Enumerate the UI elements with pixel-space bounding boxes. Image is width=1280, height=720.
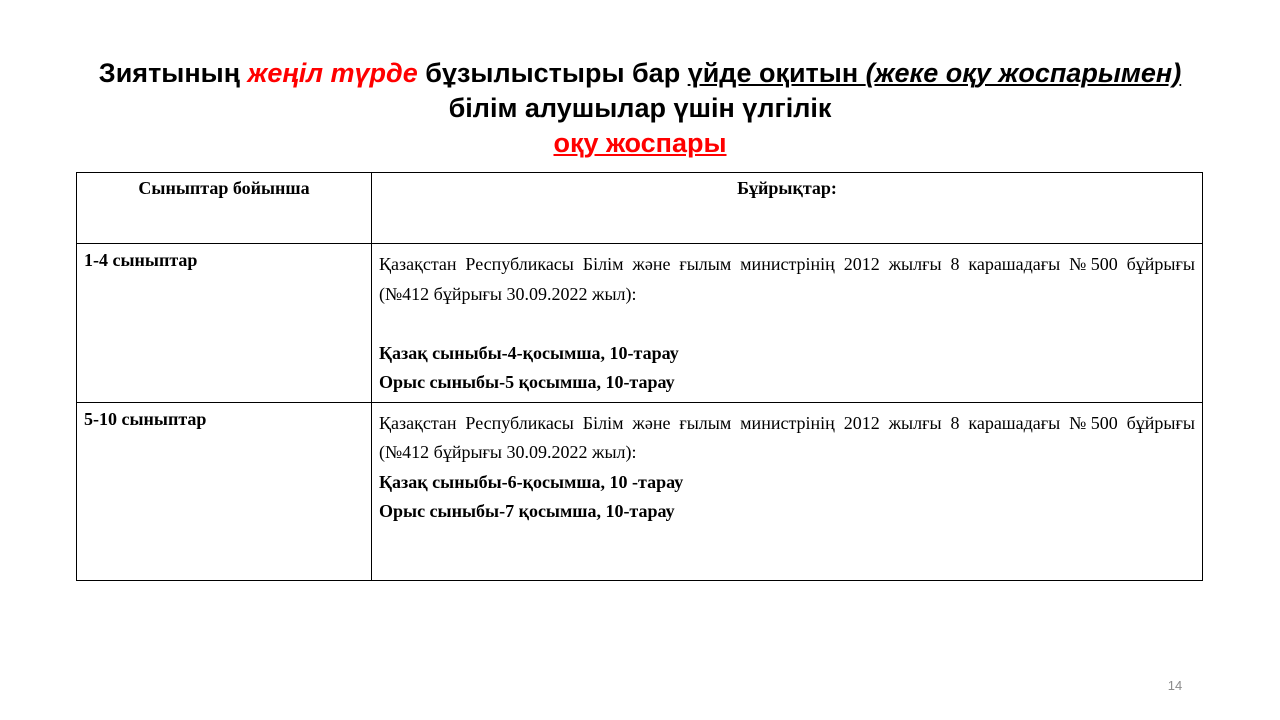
order-description: Қазақстан Республикасы Білім және ғылым министрінің 2012 жылғы 8 карашадағы №500 бұйрығы (№412 бұйрығы 30.09.2022 жыл): (379, 412, 1195, 462)
header-orders: Бұйрықтар: (372, 173, 1203, 244)
russian-class-reference: Орыс сыныбы-5 қосымша, 10-тарау (379, 372, 675, 392)
grade-cell: 1-4 сыныптар (77, 244, 372, 403)
spacer (379, 309, 1195, 339)
table-header-row (77, 173, 1203, 244)
order-cell (372, 402, 1203, 580)
russian-class-reference: Орыс сыныбы-7 қосымша, 10-тарау (379, 501, 675, 521)
title-part-3: бұзылыстыры бар (417, 58, 688, 88)
title-part-1: Зиятының (98, 58, 248, 88)
title-part-7-highlight: оқу жоспары (553, 128, 727, 158)
grade-cell: 5-10 сыныптар (77, 402, 372, 580)
orders-table (76, 172, 1203, 581)
title-part-2-highlight: жеңіл түрде (247, 58, 418, 88)
title-part-5-underlined-italic: (жеке оқу жоспарымен) (865, 58, 1182, 88)
header-grades: Сыныптар бойынша (77, 173, 372, 244)
table-row (77, 244, 1203, 403)
page-number: 14 (1167, 678, 1183, 693)
title-part-4-underlined: үйде оқитын (687, 58, 866, 88)
order-description: Қазақстан Республикасы Білім және ғылым министрінің 2012 жылғы 8 карашадағы №500 бұйрығы (№412 бұйрығы 30.09.2022 жыл): (379, 254, 1195, 304)
order-cell (372, 244, 1203, 403)
title-part-6: білім алушылар үшін үлгілік (448, 93, 832, 123)
kazakh-class-reference: Қазақ сыныбы-6-қосымша, 10 -тарау (379, 471, 684, 492)
table-row (77, 402, 1203, 580)
slide-title (90, 56, 1190, 161)
kazakh-class-reference: Қазақ сыныбы-4-қосымша, 10-тарау (379, 342, 679, 363)
